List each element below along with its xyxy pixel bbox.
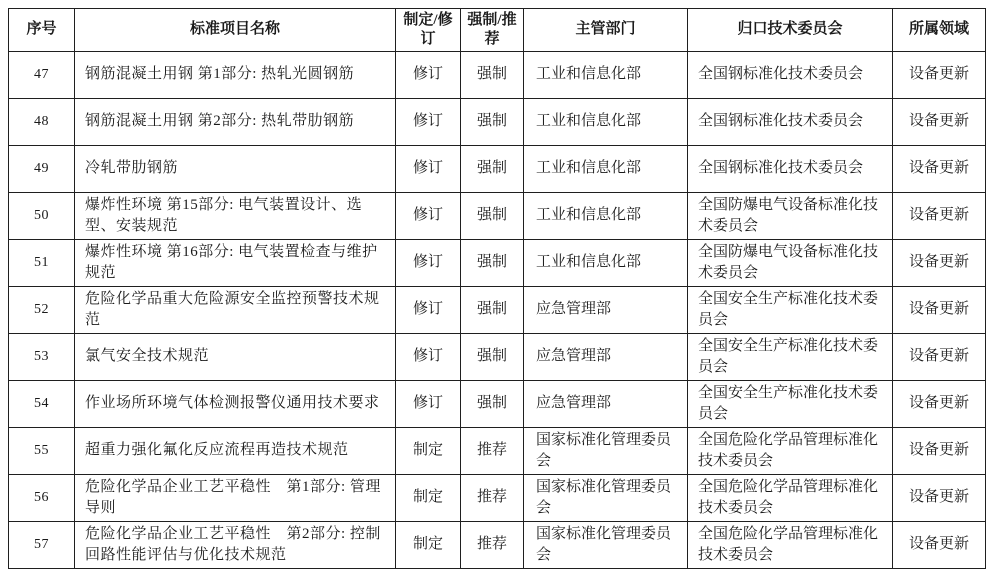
column-header-committee: 归口技术委员会 (688, 9, 893, 52)
cell-type: 修订 (396, 239, 461, 286)
cell-force: 强制 (461, 51, 524, 98)
cell-name: 危险化学品企业工艺平稳性 第2部分: 控制回路性能评估与优化技术规范 (75, 521, 396, 568)
cell-seq: 50 (9, 192, 75, 239)
standards-table (8, 8, 986, 569)
cell-seq: 57 (9, 521, 75, 568)
cell-field: 设备更新 (893, 98, 986, 145)
column-header-dept: 主管部门 (524, 9, 688, 52)
cell-force: 强制 (461, 239, 524, 286)
cell-dept: 应急管理部 (524, 380, 688, 427)
cell-field: 设备更新 (893, 145, 986, 192)
cell-seq: 54 (9, 380, 75, 427)
cell-field: 设备更新 (893, 474, 986, 521)
cell-seq: 47 (9, 51, 75, 98)
cell-name: 危险化学品重大危险源安全监控预警技术规范 (75, 286, 396, 333)
cell-name: 氯气安全技术规范 (75, 333, 396, 380)
cell-seq: 48 (9, 98, 75, 145)
cell-field: 设备更新 (893, 521, 986, 568)
cell-name: 钢筋混凝土用钢 第2部分: 热轧带肋钢筋 (75, 98, 396, 145)
table-row (9, 239, 986, 286)
cell-field: 设备更新 (893, 333, 986, 380)
cell-name: 钢筋混凝土用钢 第1部分: 热轧光圆钢筋 (75, 51, 396, 98)
column-header-field: 所属领域 (893, 9, 986, 52)
cell-name: 爆炸性环境 第15部分: 电气装置设计、选型、安装规范 (75, 192, 396, 239)
cell-type: 修订 (396, 192, 461, 239)
column-header-name: 标准项目名称 (75, 9, 396, 52)
cell-seq: 49 (9, 145, 75, 192)
cell-type: 制定 (396, 521, 461, 568)
cell-name: 冷轧带肋钢筋 (75, 145, 396, 192)
cell-committee: 全国防爆电气设备标准化技术委员会 (688, 239, 893, 286)
cell-dept: 工业和信息化部 (524, 239, 688, 286)
cell-committee: 全国钢标准化技术委员会 (688, 145, 893, 192)
cell-seq: 56 (9, 474, 75, 521)
cell-force: 推荐 (461, 427, 524, 474)
cell-committee: 全国安全生产标准化技术委员会 (688, 380, 893, 427)
cell-force: 强制 (461, 286, 524, 333)
cell-committee: 全国钢标准化技术委员会 (688, 51, 893, 98)
table-row (9, 98, 986, 145)
cell-force: 推荐 (461, 521, 524, 568)
table-body (9, 51, 986, 568)
column-header-type: 制定/修订 (396, 9, 461, 52)
cell-field: 设备更新 (893, 427, 986, 474)
cell-committee: 全国钢标准化技术委员会 (688, 98, 893, 145)
cell-field: 设备更新 (893, 380, 986, 427)
table-row (9, 145, 986, 192)
cell-force: 强制 (461, 380, 524, 427)
cell-force: 推荐 (461, 474, 524, 521)
cell-seq: 51 (9, 239, 75, 286)
cell-force: 强制 (461, 192, 524, 239)
cell-committee: 全国防爆电气设备标准化技术委员会 (688, 192, 893, 239)
table-row (9, 286, 986, 333)
cell-committee: 全国危险化学品管理标准化技术委员会 (688, 427, 893, 474)
cell-seq: 55 (9, 427, 75, 474)
cell-dept: 工业和信息化部 (524, 98, 688, 145)
cell-dept: 国家标准化管理委员会 (524, 427, 688, 474)
cell-type: 修订 (396, 286, 461, 333)
cell-committee: 全国安全生产标准化技术委员会 (688, 286, 893, 333)
cell-type: 制定 (396, 474, 461, 521)
table-row (9, 521, 986, 568)
cell-type: 修订 (396, 333, 461, 380)
cell-dept: 工业和信息化部 (524, 51, 688, 98)
column-header-seq: 序号 (9, 9, 75, 52)
table-row (9, 51, 986, 98)
cell-committee: 全国安全生产标准化技术委员会 (688, 333, 893, 380)
cell-name: 超重力强化氟化反应流程再造技术规范 (75, 427, 396, 474)
cell-type: 修订 (396, 98, 461, 145)
cell-force: 强制 (461, 333, 524, 380)
table-row (9, 427, 986, 474)
cell-seq: 52 (9, 286, 75, 333)
cell-type: 修订 (396, 145, 461, 192)
cell-name: 危险化学品企业工艺平稳性 第1部分: 管理导则 (75, 474, 396, 521)
cell-field: 设备更新 (893, 286, 986, 333)
cell-dept: 应急管理部 (524, 286, 688, 333)
cell-field: 设备更新 (893, 51, 986, 98)
header-row (9, 9, 986, 52)
cell-field: 设备更新 (893, 192, 986, 239)
cell-seq: 53 (9, 333, 75, 380)
cell-name: 爆炸性环境 第16部分: 电气装置检查与维护规范 (75, 239, 396, 286)
column-header-force: 强制/推荐 (461, 9, 524, 52)
cell-force: 强制 (461, 98, 524, 145)
cell-committee: 全国危险化学品管理标准化技术委员会 (688, 521, 893, 568)
cell-type: 制定 (396, 427, 461, 474)
cell-type: 修订 (396, 51, 461, 98)
cell-force: 强制 (461, 145, 524, 192)
cell-type: 修订 (396, 380, 461, 427)
table-row (9, 380, 986, 427)
cell-field: 设备更新 (893, 239, 986, 286)
cell-dept: 国家标准化管理委员会 (524, 521, 688, 568)
table-row (9, 333, 986, 380)
table-header (9, 9, 986, 52)
cell-dept: 应急管理部 (524, 333, 688, 380)
cell-dept: 工业和信息化部 (524, 145, 688, 192)
table-row (9, 192, 986, 239)
cell-committee: 全国危险化学品管理标准化技术委员会 (688, 474, 893, 521)
table-row (9, 474, 986, 521)
cell-dept: 国家标准化管理委员会 (524, 474, 688, 521)
cell-dept: 工业和信息化部 (524, 192, 688, 239)
cell-name: 作业场所环境气体检测报警仪通用技术要求 (75, 380, 396, 427)
